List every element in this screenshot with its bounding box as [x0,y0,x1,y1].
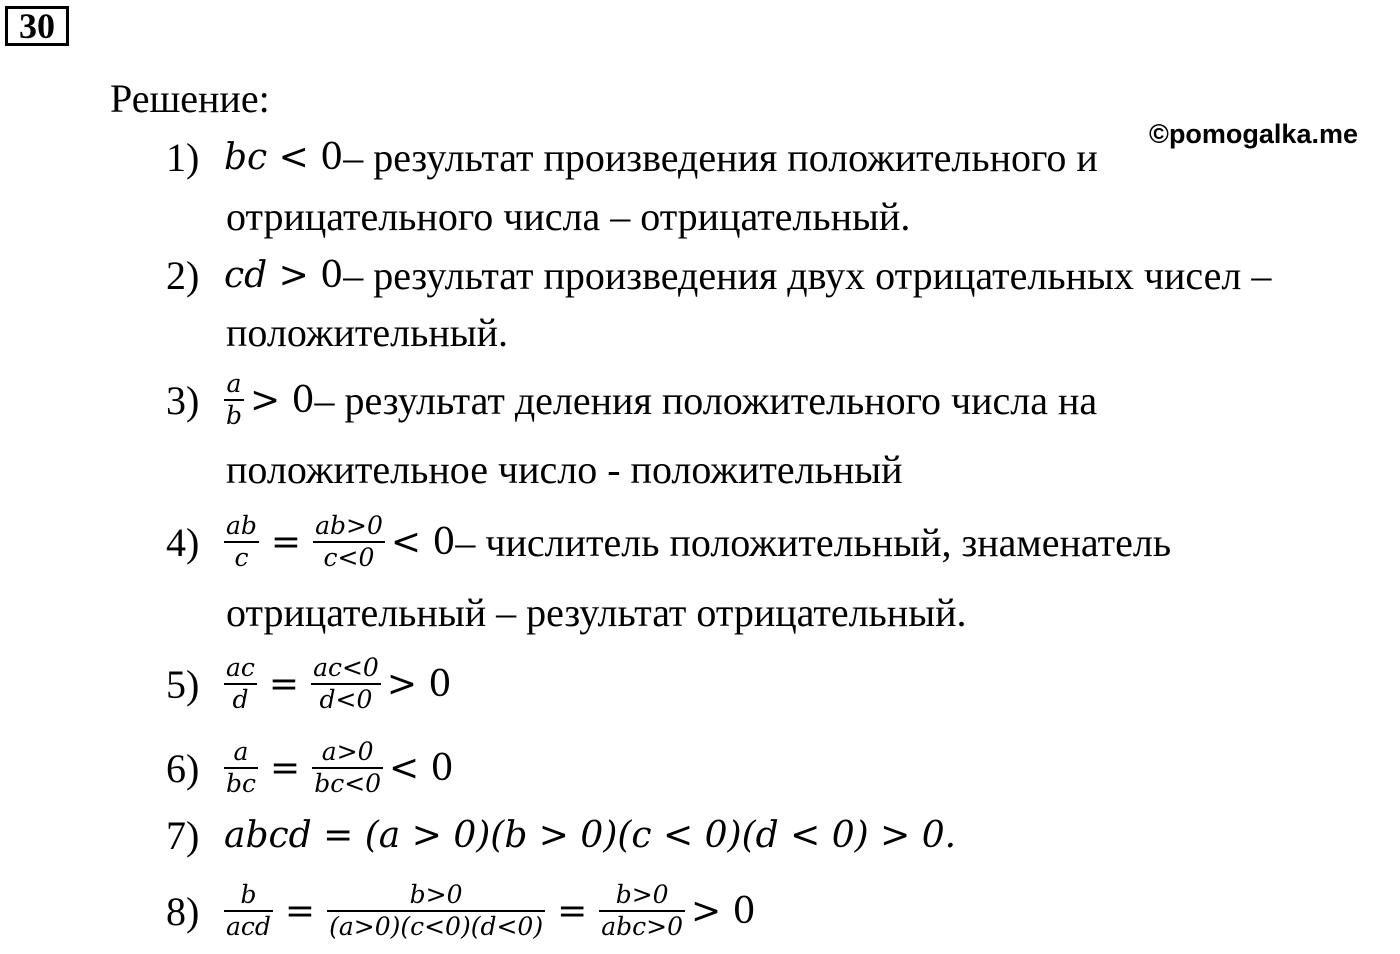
equals-sign: = [284,890,316,932]
expr-variable: cd [224,255,268,296]
item-number: 3) [166,377,200,423]
denominator: abc>0 [601,912,684,941]
equals-sign: = [270,521,302,563]
relation: > 0 [250,379,315,421]
item-1-continuation: отрицательного числа – отрицательный. [226,194,911,239]
item-number: 1) [166,135,200,180]
numerator: ab [226,511,257,540]
item-3-continuation: положительное число - положительный [226,447,903,492]
item-text: – результат деления положительного числа на [314,377,1098,423]
equals-sign: = [268,663,300,705]
denominator: b [226,401,243,430]
fraction [224,511,259,573]
fraction [311,653,381,715]
numerator: a [233,737,249,766]
denominator: bc<0 [314,769,382,798]
numerator: ab>0 [315,511,383,540]
math-expression: abcd = (a > 0)(b > 0)(c < 0)(d < 0) > 0. [224,815,957,856]
fraction [327,880,545,942]
item-text: – результат произведения двух отрицательных чисел – [343,253,1272,298]
math-expression [224,255,343,296]
relation: < 0 [390,521,456,563]
denominator: (a>0)(c<0)(d<0) [329,912,544,941]
numerator: ac [226,653,255,682]
fraction [312,737,383,799]
equals-sign: = [270,747,301,789]
item-number: 5) [166,661,200,707]
watermark: ©pomogalka.me [1149,119,1358,149]
math-expression [224,137,343,178]
item-number: 6) [166,745,200,791]
solution-item-4 [166,504,1171,580]
solution-item-2 [166,252,1271,299]
solution-item-6 [166,730,454,806]
solution-item-7 [166,812,956,859]
fraction [599,880,685,942]
denominator: c<0 [323,543,375,572]
numerator: b>0 [409,880,463,909]
item-2-continuation: положительный. [226,310,509,355]
denominator: c [234,543,249,572]
relation: > 0 [386,663,452,705]
item-text: – результат произведения положительного и [343,135,1098,180]
solution-item-3 [166,362,1097,438]
relation: > 0 [691,890,756,932]
numerator: a [226,369,242,398]
denominator: acd [226,912,271,941]
relation: < 0 [389,747,454,789]
solution-item-5 [166,646,451,722]
fraction [224,653,257,715]
item-number: 4) [166,519,200,565]
fraction [224,880,273,942]
item-text: – числитель положительный, знаменатель [455,519,1172,565]
fraction [224,369,244,431]
numerator: a>0 [321,737,374,766]
item-4-continuation: отрицательный – результат отрицательный. [226,590,967,635]
expr-variable: bc [224,137,268,178]
numerator: b>0 [615,880,669,909]
denominator: d<0 [319,685,373,714]
solution-heading: Решение: [110,76,270,121]
solution-item-1 [166,134,1098,181]
relation: < 0 [278,137,344,178]
fraction [224,737,258,799]
item-number: 7) [166,813,200,858]
task-number: 30 [5,6,69,46]
item-number: 8) [166,888,200,934]
relation: > 0 [278,255,344,296]
numerator: ac<0 [313,653,379,682]
denominator: d [232,685,249,714]
item-number: 2) [166,253,200,298]
equals-sign: = [557,890,588,932]
numerator: b [240,880,257,909]
denominator: bc [226,769,257,798]
solution-item-8 [166,872,756,950]
fraction [313,511,385,573]
